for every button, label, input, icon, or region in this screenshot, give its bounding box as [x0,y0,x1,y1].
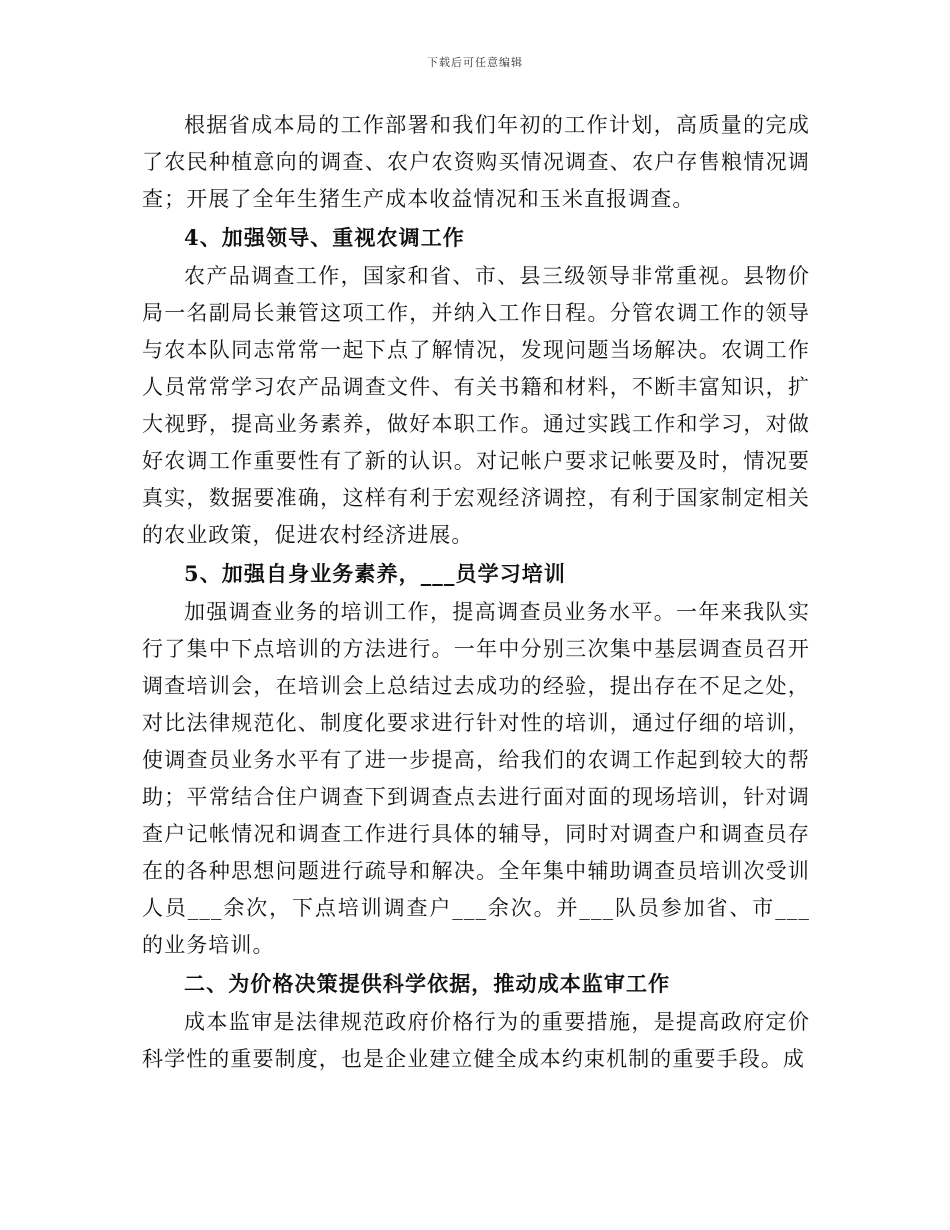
paragraph-training: 加强调查业务的培训工作，提高调查员业务水平。一年来我队实行了集中下点培训的方法进行。一年中分别三次集中基层调查员召开调查培训会，在培训会上总结过去成功的经验，提出存在不足之处，对比法律规范化、制度化要求进行针对性的培训，通过仔细的培训，使调查员业务水平有了进一步提高，给我们的农调工作起到较大的帮助；平常结合住户调查下到调查点去进行面对面的现场培训，针对调查户记帐情况和调查工作进行具体的辅导，同时对调查户和调查员存在的各种思想问题进行疏导和解决。全年集中辅助调查员培训次受训人员___余次，下点培训调查户___余次。并___队员参加省、市___的业务培训。 [142,600,810,957]
section-heading-leadership: 4、加强领导、重视农调工作 [184,225,465,250]
paragraph-leadership: 农产品调查工作，国家和省、市、县三级领导非常重视。县物价局一名副局长兼管这项工作，并纳入工作日程。分管农调工作的领导与农本队同志常常一起下点了解情况，发现问题当场解决。农调工作人员常常学习农产品调查文件、有关书籍和材料，不断丰富知识，扩大视野，提高业务素养，做好本职工作。通过实践工作和学习，对做好农调工作重要性有了新的认识。对记帐户要求记帐要及时，情况要真实，数据要准确，这样有利于宏观经济调控，有利于国家制定相关的农业政策，促进农村经济进展。 [142,264,810,547]
paragraph-survey-summary: 根据省成本局的工作部署和我们年初的工作计划，高质量的完成了农民种植意向的调查、农户农资购买情况调查、农户存售粮情况调查；开展了全年生猪生产成本收益情况和玉米直报调查。 [142,113,810,211]
page-header: 下载后可任意编辑 [427,56,523,69]
document-body [142,107,810,1078]
paragraph-cost-audit: 成本监审是法律规范政府价格行为的重要措施，是提高政府定价科学性的重要制度，也是企业建立健全成本约束机制的重要手段。成 [142,1010,810,1071]
section-heading-cost-audit: 二、为价格决策提供科学依据，推动成本监审工作 [184,971,671,996]
section-heading-training: 5、加强自身业务素养，___员学习培训 [184,561,567,586]
